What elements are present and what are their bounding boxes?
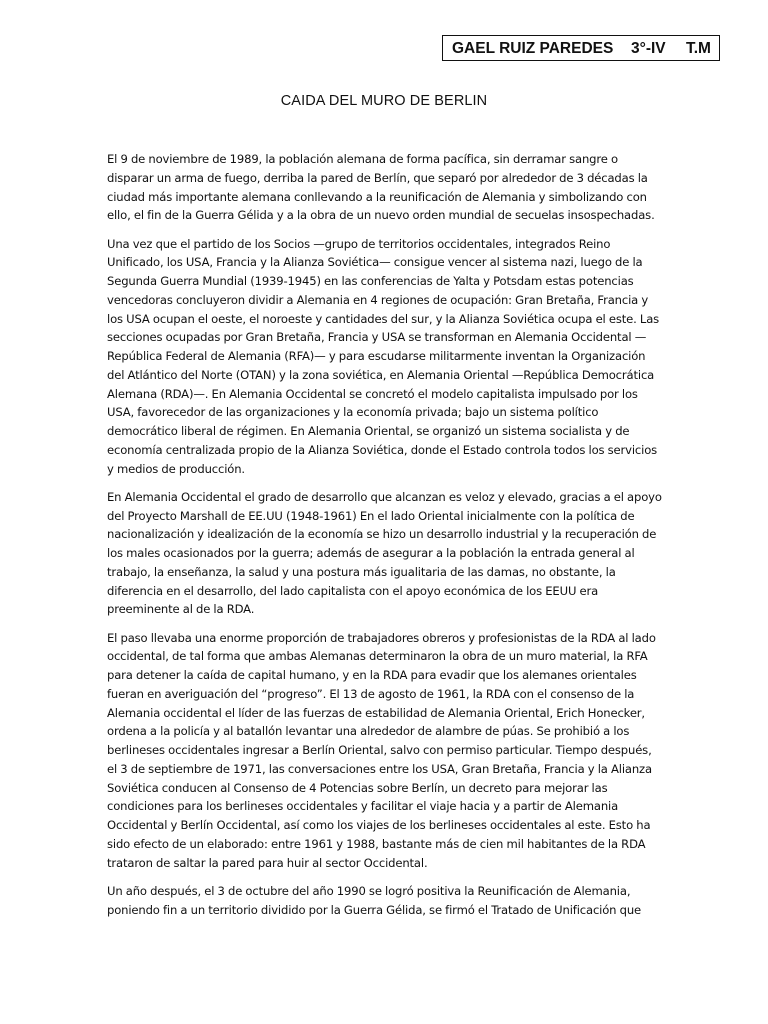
paragraph: Un año después, el 3 de octubre del año 1990 se logró positiva la Reunificación de Alemania, poniendo fin a un territorio dividido por la Guerra Gélida, se firmó el Tratado de Unificación que: [107, 883, 642, 917]
student-shift: T.M: [686, 40, 711, 57]
paragraph: En Alemania Occidental el grado de desarrollo que alcanzan es veloz y elevado, gracias a el apoyo del Proyecto Marshall de EE.UU (1948-1961) En el lado Oriental inicialmente con la política de nacionalización y idealización de la economía se hizo un desarrollo industrial y la recuperación de los males ocasionados por la guerra; además de asegurar a la población la entrada general al trabajo, la enseñanza, la salud y una postura más igualitaria de las damas, no obstante, la diferencia en el desarrollo, del lado capitalista con el apoyo económica de los EEUU era preeminente al de la RDA.: [107, 489, 662, 617]
student-grade: 3°-IV: [631, 40, 666, 57]
paragraph: El paso llevaba una enorme proporción de trabajadores obreros y profesionistas de la RDA al lado occidental, de tal forma que ambas Alemanas determinaron la obra de un muro material, la RFA para detener la caída de capital humano, y en la RDA para evadir que los alemanes orientales fueran en averiguación del “progreso”. El 13 de agosto de 1961, la RDA con el consenso de la Alemania occidental el líder de las fuerzas de estabilidad de Alemania Oriental, Erich Honecker, ordena a la policía y al batallón levantar una alrededor de alambre de púas. Se prohibió a los berlineses occidentales ingresar a Berlín Oriental, salvo con permiso particular. Tiempo después, el 3 de septiembre de 1971, las conversaciones entre los USA, Gran Bretaña, Francia y la Alianza Soviética conducen al Consenso de 4 Potencias sobre Berlín, un decreto para mejorar las condiciones para los berlineses occidentales y facilitar el viaje hacia y a partir de Alemania Occidental y Berlín Occidental, así como los viajes de los berlineses occidentales al este. Esto ha sido efecto de un elaborado: entre 1961 y 1988, bastante más de cien mil habitantes de la RDA trataron de saltar la pared para huir al sector Occidental.: [107, 630, 656, 870]
paragraph: El 9 de noviembre de 1989, la población alemana de forma pacífica, sin derramar sangre o disparar un arma de fuego, derriba la pared de Berlín, que separó por alrededor de 3 décadas la ciudad más importante alemana conllevando a la reunificación de Alemania y simbolizando con ello, el fin de la Guerra Gélida y a la obra de un nuevo orden mundial de secuelas insospechadas.: [107, 152, 655, 223]
document-body: [107, 150, 663, 929]
student-header-box: [442, 35, 720, 61]
document-title: CAIDA DEL MURO DE BERLIN: [280, 93, 488, 109]
student-name: GAEL RUIZ PAREDES: [452, 40, 614, 57]
paragraph: Una vez que el partido de los Socios —grupo de territorios occidentales, integrados Reino Unificado, los USA, Francia y la Alianza Soviética— consigue vencer al sistema nazi, luego de la Segunda Guerra Mundial (1939-1945) en las conferencias de Yalta y Potsdam estas potencias vencedoras concluyeron dividir a Alemania en 4 regiones de ocupación: Gran Bretaña, Francia y los USA ocupan el oeste, el noroeste y cantidades del sur, y la Alianza Soviética ocupa el este. Las secciones ocupadas por Gran Bretaña, Francia y USA se transforman en Alemania Occidental —República Federal de Alemania (RFA)— y para escudarse militarmente inventan la Organización del Atlántico del Norte (OTAN) y la zona soviética, en Alemania Oriental —República Democrática Alemana (RDA)—. En Alemania Occidental se concretó el modelo capitalista impulsado por los USA, favorecedor de las organizaciones y la economía privada; bajo un sistema político democrático liberal de régimen. En Alemania Oriental, se organizó un sistema socialista y de economía centralizada propio de la Alianza Soviética, donde el Estado controla todos los servicios y medios de producción.: [107, 236, 660, 476]
